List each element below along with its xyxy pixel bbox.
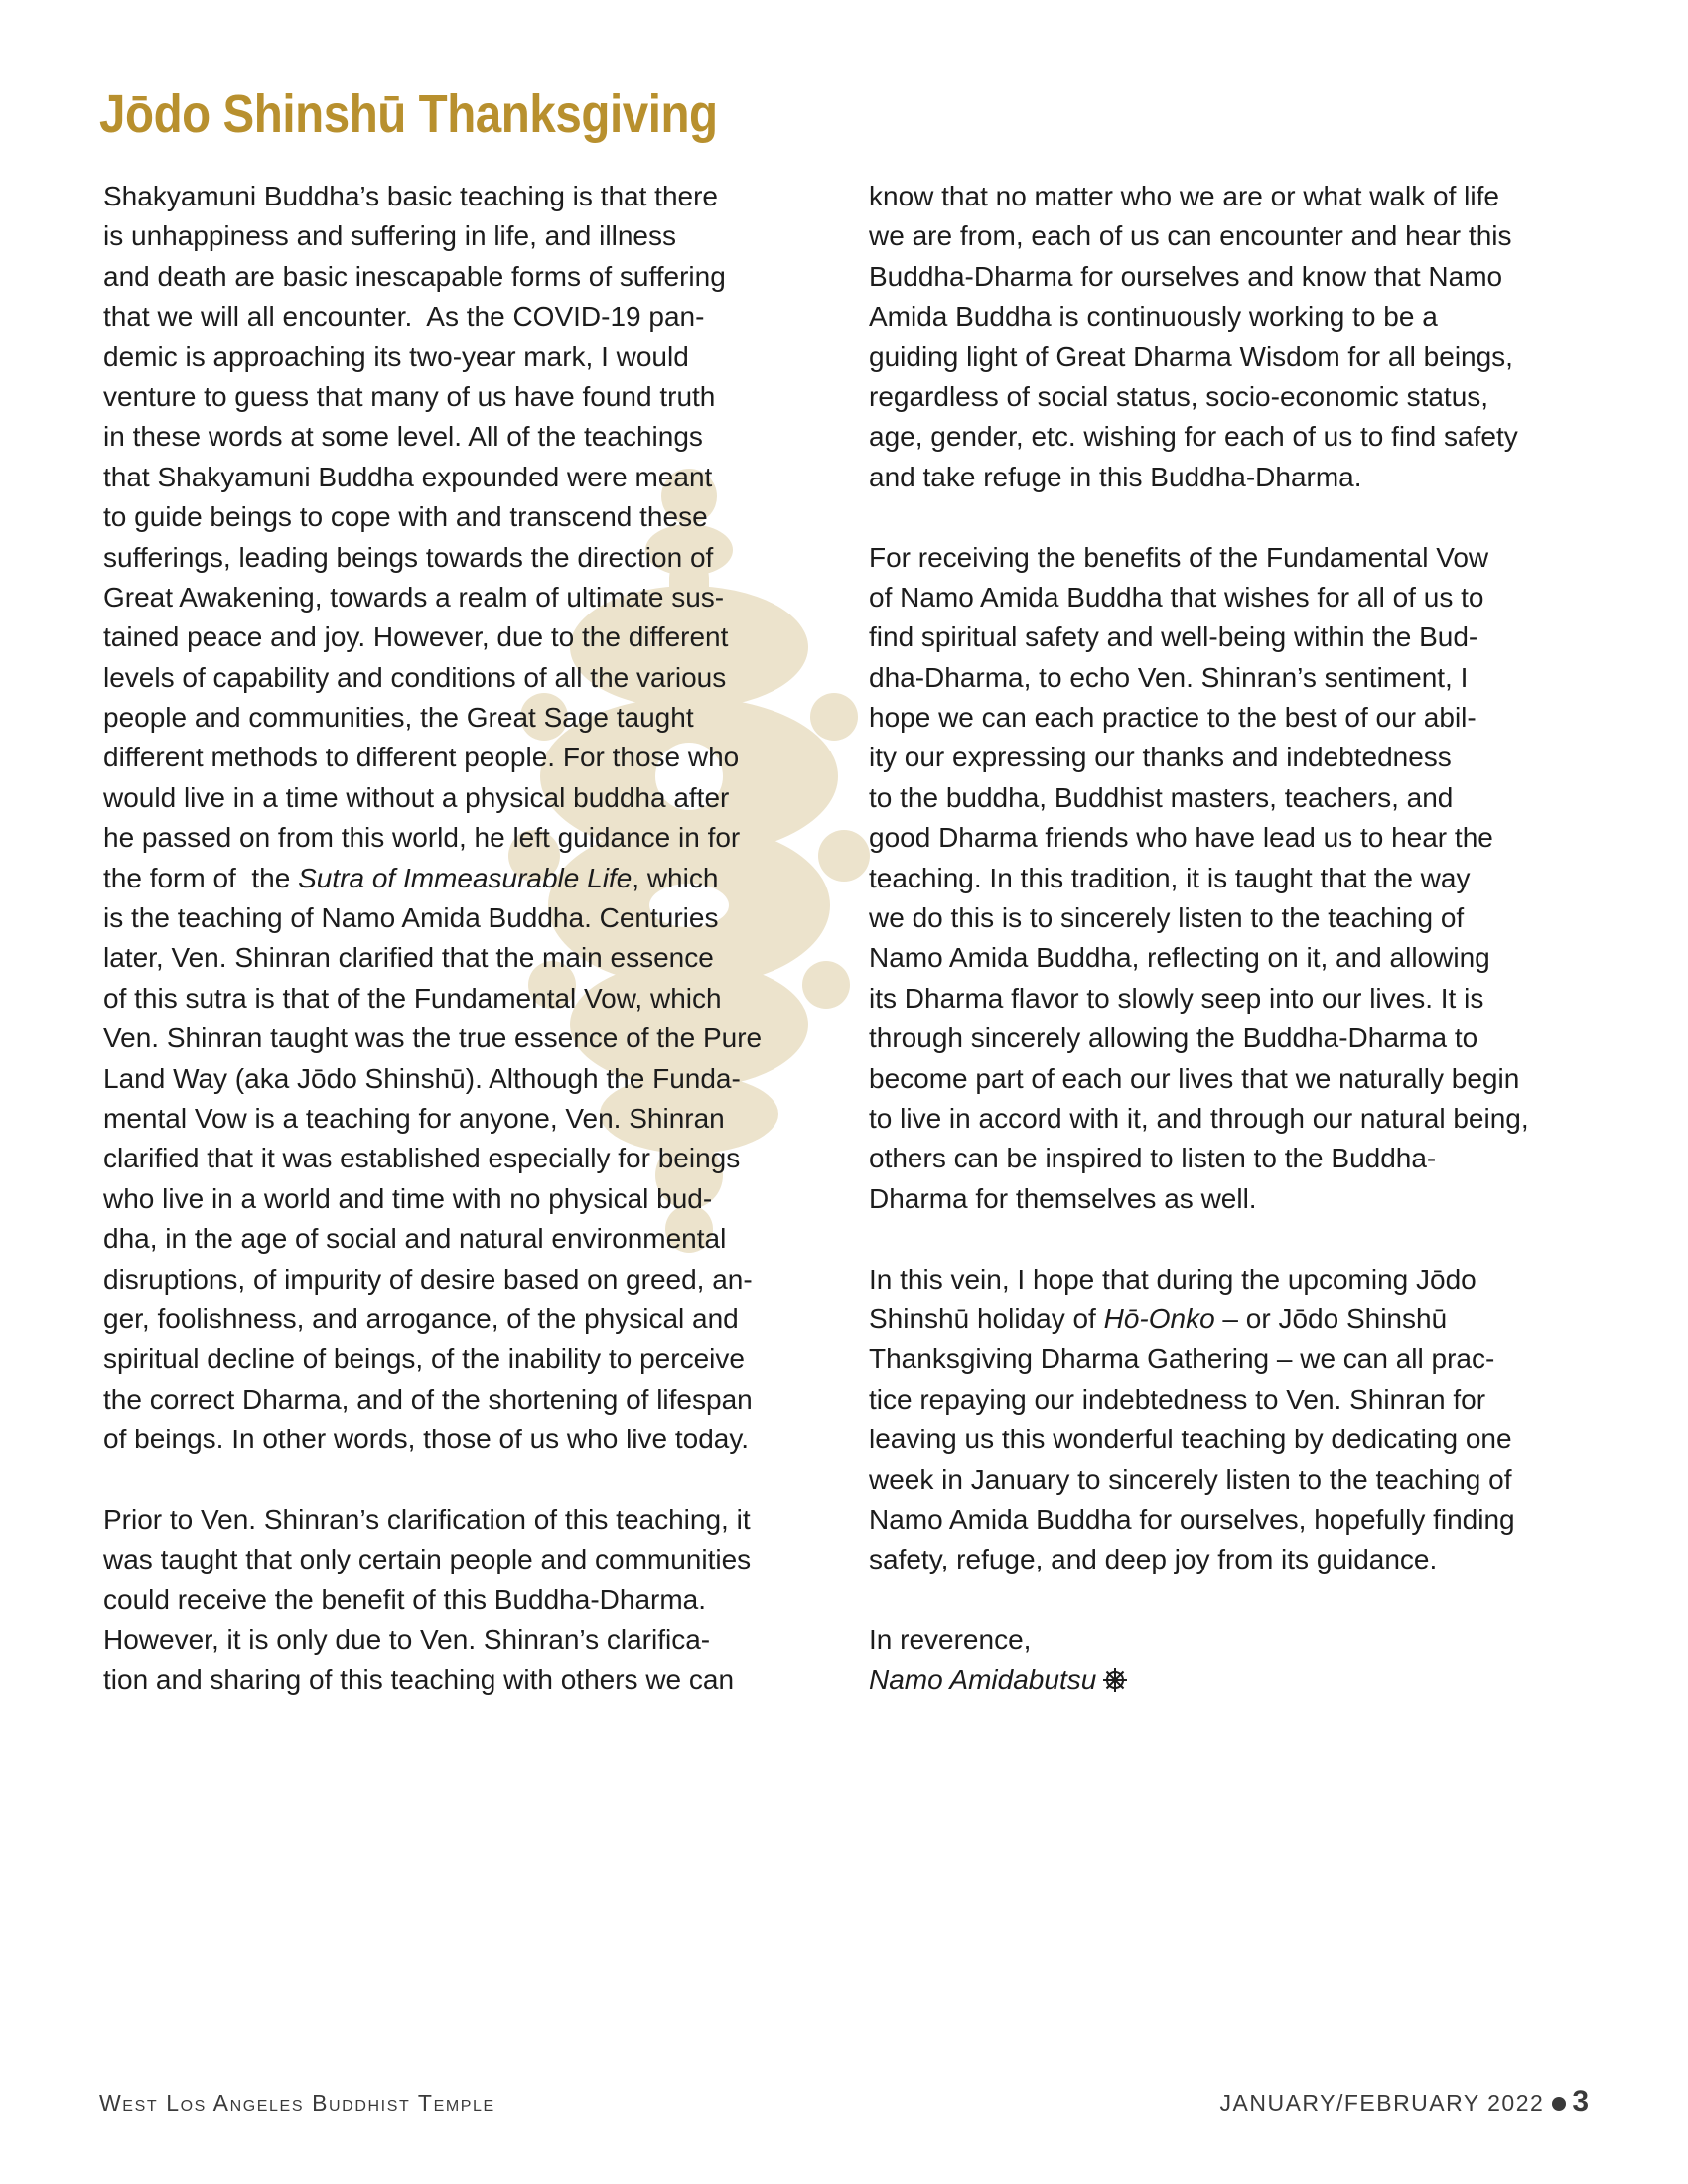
paragraph-line: people and communities, the Great Sage taught xyxy=(103,702,694,734)
paragraph-line: that Shakyamuni Buddha expounded were meant xyxy=(103,461,713,492)
left-column xyxy=(103,177,833,1701)
paragraph-line: spiritual decline of beings, of the inability to perceive xyxy=(103,1343,745,1375)
paragraph-line: that we will all encounter. As the COVID-19 pan- xyxy=(103,301,705,333)
paragraph-line: clarified that it was established especially for beings xyxy=(103,1143,741,1174)
paragraph-line: tion and sharing of this teaching with others we can xyxy=(103,1664,735,1696)
footer-issue: JANUARY/FEBRUARY 2022 xyxy=(1219,2090,1545,2116)
paragraph-line: In reverence, xyxy=(869,1624,1032,1656)
paragraph-line: ger, foolishness, and arrogance, of the physical and xyxy=(103,1302,739,1334)
paragraph-line: week in January to sincerely listen to the teaching of xyxy=(869,1463,1512,1495)
paragraph-line: Namo Amida Buddha for ourselves, hopefully finding xyxy=(869,1503,1515,1535)
paragraph-line: Dharma for themselves as well. xyxy=(869,1182,1257,1214)
paragraph-line: find spiritual safety and well-being within the Bud- xyxy=(869,621,1478,653)
paragraph-line xyxy=(869,1299,1599,1339)
signature-line xyxy=(869,1660,1599,1700)
paragraph-line: safety, refuge, and deep joy from its guidance. xyxy=(869,1544,1438,1575)
signature: Namo Amidabutsu xyxy=(869,1664,1097,1696)
paragraph-line: For receiving the benefits of the Fundamental Vow xyxy=(869,541,1489,573)
paragraph-line: of Namo Amida Buddha that wishes for all of us to xyxy=(869,581,1484,613)
paragraph-break xyxy=(103,1460,833,1500)
italic-title: Sutra of Immeasurable Life xyxy=(298,862,633,893)
line-text-before: the form of the xyxy=(103,862,299,893)
italic-title: Hō-Onko xyxy=(1103,1302,1215,1334)
line-text-before: Shinshū holiday of xyxy=(869,1302,1104,1334)
paragraph-line: its Dharma flavor to slowly seep into our lives. It is xyxy=(869,982,1484,1014)
paragraph-line: tained peace and joy. However, due to the different xyxy=(103,621,729,653)
paragraph-line: mental Vow is a teaching for anyone, Ven. Shinran xyxy=(103,1102,725,1134)
paragraph-line: and death are basic inescapable forms of suffering xyxy=(103,260,726,292)
paragraph-line: of this sutra is that of the Fundamental Vow, which xyxy=(103,982,722,1014)
paragraph-line: Thanksgiving Dharma Gathering – we can all prac- xyxy=(869,1343,1495,1375)
article-title: Jōdo Shinshū Thanksgiving xyxy=(99,84,718,144)
paragraph-line: to live in accord with it, and through our natural being, xyxy=(869,1102,1529,1134)
paragraph-line: is the teaching of Namo Amida Buddha. Centuries xyxy=(103,902,719,934)
paragraph-line: the correct Dharma, and of the shortening of lifespan xyxy=(103,1383,753,1415)
footer-organization: West Los Angeles Buddhist Temple xyxy=(99,2090,495,2116)
paragraph-line: venture to guess that many of us have found truth xyxy=(103,380,716,412)
paragraph-line: teaching. In this tradition, it is taught that the way xyxy=(869,862,1471,893)
paragraph-line: disruptions, of impurity of desire based on greed, an- xyxy=(103,1263,753,1295)
paragraph-line: later, Ven. Shinran clarified that the main essence xyxy=(103,942,714,974)
bullet-icon xyxy=(1552,2097,1566,2111)
paragraph-break xyxy=(869,1219,1599,1259)
paragraph-line: Namo Amida Buddha, reflecting on it, and allowing xyxy=(869,942,1490,974)
paragraph-line: others can be inspired to listen to the Buddha- xyxy=(869,1143,1437,1174)
paragraph-line: and take refuge in this Buddha-Dharma. xyxy=(869,461,1362,492)
line-text-after: – or Jōdo Shinshū xyxy=(1214,1302,1448,1334)
paragraph-line: age, gender, etc. wishing for each of us to find safety xyxy=(869,421,1518,453)
paragraph-line: we do this is to sincerely listen to the teaching of xyxy=(869,902,1465,934)
paragraph-line: through sincerely allowing the Buddha-Dharma to xyxy=(869,1023,1478,1054)
paragraph-line: is unhappiness and suffering in life, and illness xyxy=(103,220,676,252)
paragraph-line: become part of each our lives that we naturally begin xyxy=(869,1062,1520,1094)
paragraph-line: However, it is only due to Ven. Shinran’s clarifica- xyxy=(103,1624,711,1656)
paragraph-line: hope we can each practice to the best of our abil- xyxy=(869,702,1477,734)
paragraph-line: dha, in the age of social and natural environmental xyxy=(103,1223,727,1255)
paragraph-line: Prior to Ven. Shinran’s clarification of this teaching, it xyxy=(103,1503,751,1535)
line-text-after: , which xyxy=(632,862,719,893)
paragraph-line: to the buddha, Buddhist masters, teachers, and xyxy=(869,781,1454,813)
paragraph-line: was taught that only certain people and communities xyxy=(103,1544,752,1575)
paragraph-line: dha-Dharma, to echo Ven. Shinran’s sentiment, I xyxy=(869,661,1469,693)
paragraph-line: could receive the benefit of this Buddha-Dharma. xyxy=(103,1583,707,1615)
paragraph-line: Buddha-Dharma for ourselves and know that Namo xyxy=(869,260,1503,292)
page-number: 3 xyxy=(1572,2085,1589,2117)
paragraph-break xyxy=(869,1580,1599,1620)
paragraph-line: Shakyamuni Buddha’s basic teaching is that there xyxy=(103,181,718,211)
paragraph-line: he passed on from this world, he left guidance in for xyxy=(103,822,741,854)
paragraph-line: In this vein, I hope that during the upcoming Jōdo xyxy=(869,1263,1477,1295)
paragraph-line: sufferings, leading beings towards the direction of xyxy=(103,541,714,573)
paragraph-line: in these words at some level. All of the teachings xyxy=(103,421,703,453)
paragraph-line: to guide beings to cope with and transcend these xyxy=(103,501,708,533)
paragraph-line: Great Awakening, towards a realm of ultimate sus- xyxy=(103,581,725,613)
paragraph-line: good Dharma friends who have lead us to hear the xyxy=(869,822,1493,854)
footer-issue-info xyxy=(1220,2085,1589,2118)
paragraph-line: we are from, each of us can encounter and hear this xyxy=(869,220,1512,252)
paragraph-line: different methods to different people. For those who xyxy=(103,742,740,773)
paragraph-line: would live in a time without a physical buddha after xyxy=(103,781,730,813)
paragraph-line: regardless of social status, socio-economic status, xyxy=(869,380,1489,412)
paragraph-line: Ven. Shinran taught was the true essence of the Pure xyxy=(103,1023,763,1054)
paragraph-line: leaving us this wonderful teaching by dedicating one xyxy=(869,1424,1512,1455)
paragraph-line: levels of capability and conditions of all the various xyxy=(103,661,727,693)
paragraph-line: Amida Buddha is continuously working to be a xyxy=(869,301,1438,333)
paragraph-line: Land Way (aka Jōdo Shinshū). Although the Funda- xyxy=(103,1062,741,1094)
paragraph-line: who live in a world and time with no physical bud- xyxy=(103,1182,713,1214)
paragraph-line: guiding light of Great Dharma Wisdom for all beings, xyxy=(869,341,1513,372)
paragraph-line xyxy=(103,859,833,898)
right-column xyxy=(869,177,1599,1701)
paragraph-line: of beings. In other words, those of us who live today. xyxy=(103,1424,750,1455)
paragraph-break xyxy=(869,497,1599,537)
paragraph-line: demic is approaching its two-year mark, I would xyxy=(103,341,689,372)
dharma-wheel-icon xyxy=(1102,1667,1128,1693)
paragraph-line: ity our expressing our thanks and indebtedness xyxy=(869,742,1452,773)
paragraph-line: know that no matter who we are or what walk of life xyxy=(869,181,1499,211)
paragraph-line: tice repaying our indebtedness to Ven. Shinran for xyxy=(869,1383,1486,1415)
